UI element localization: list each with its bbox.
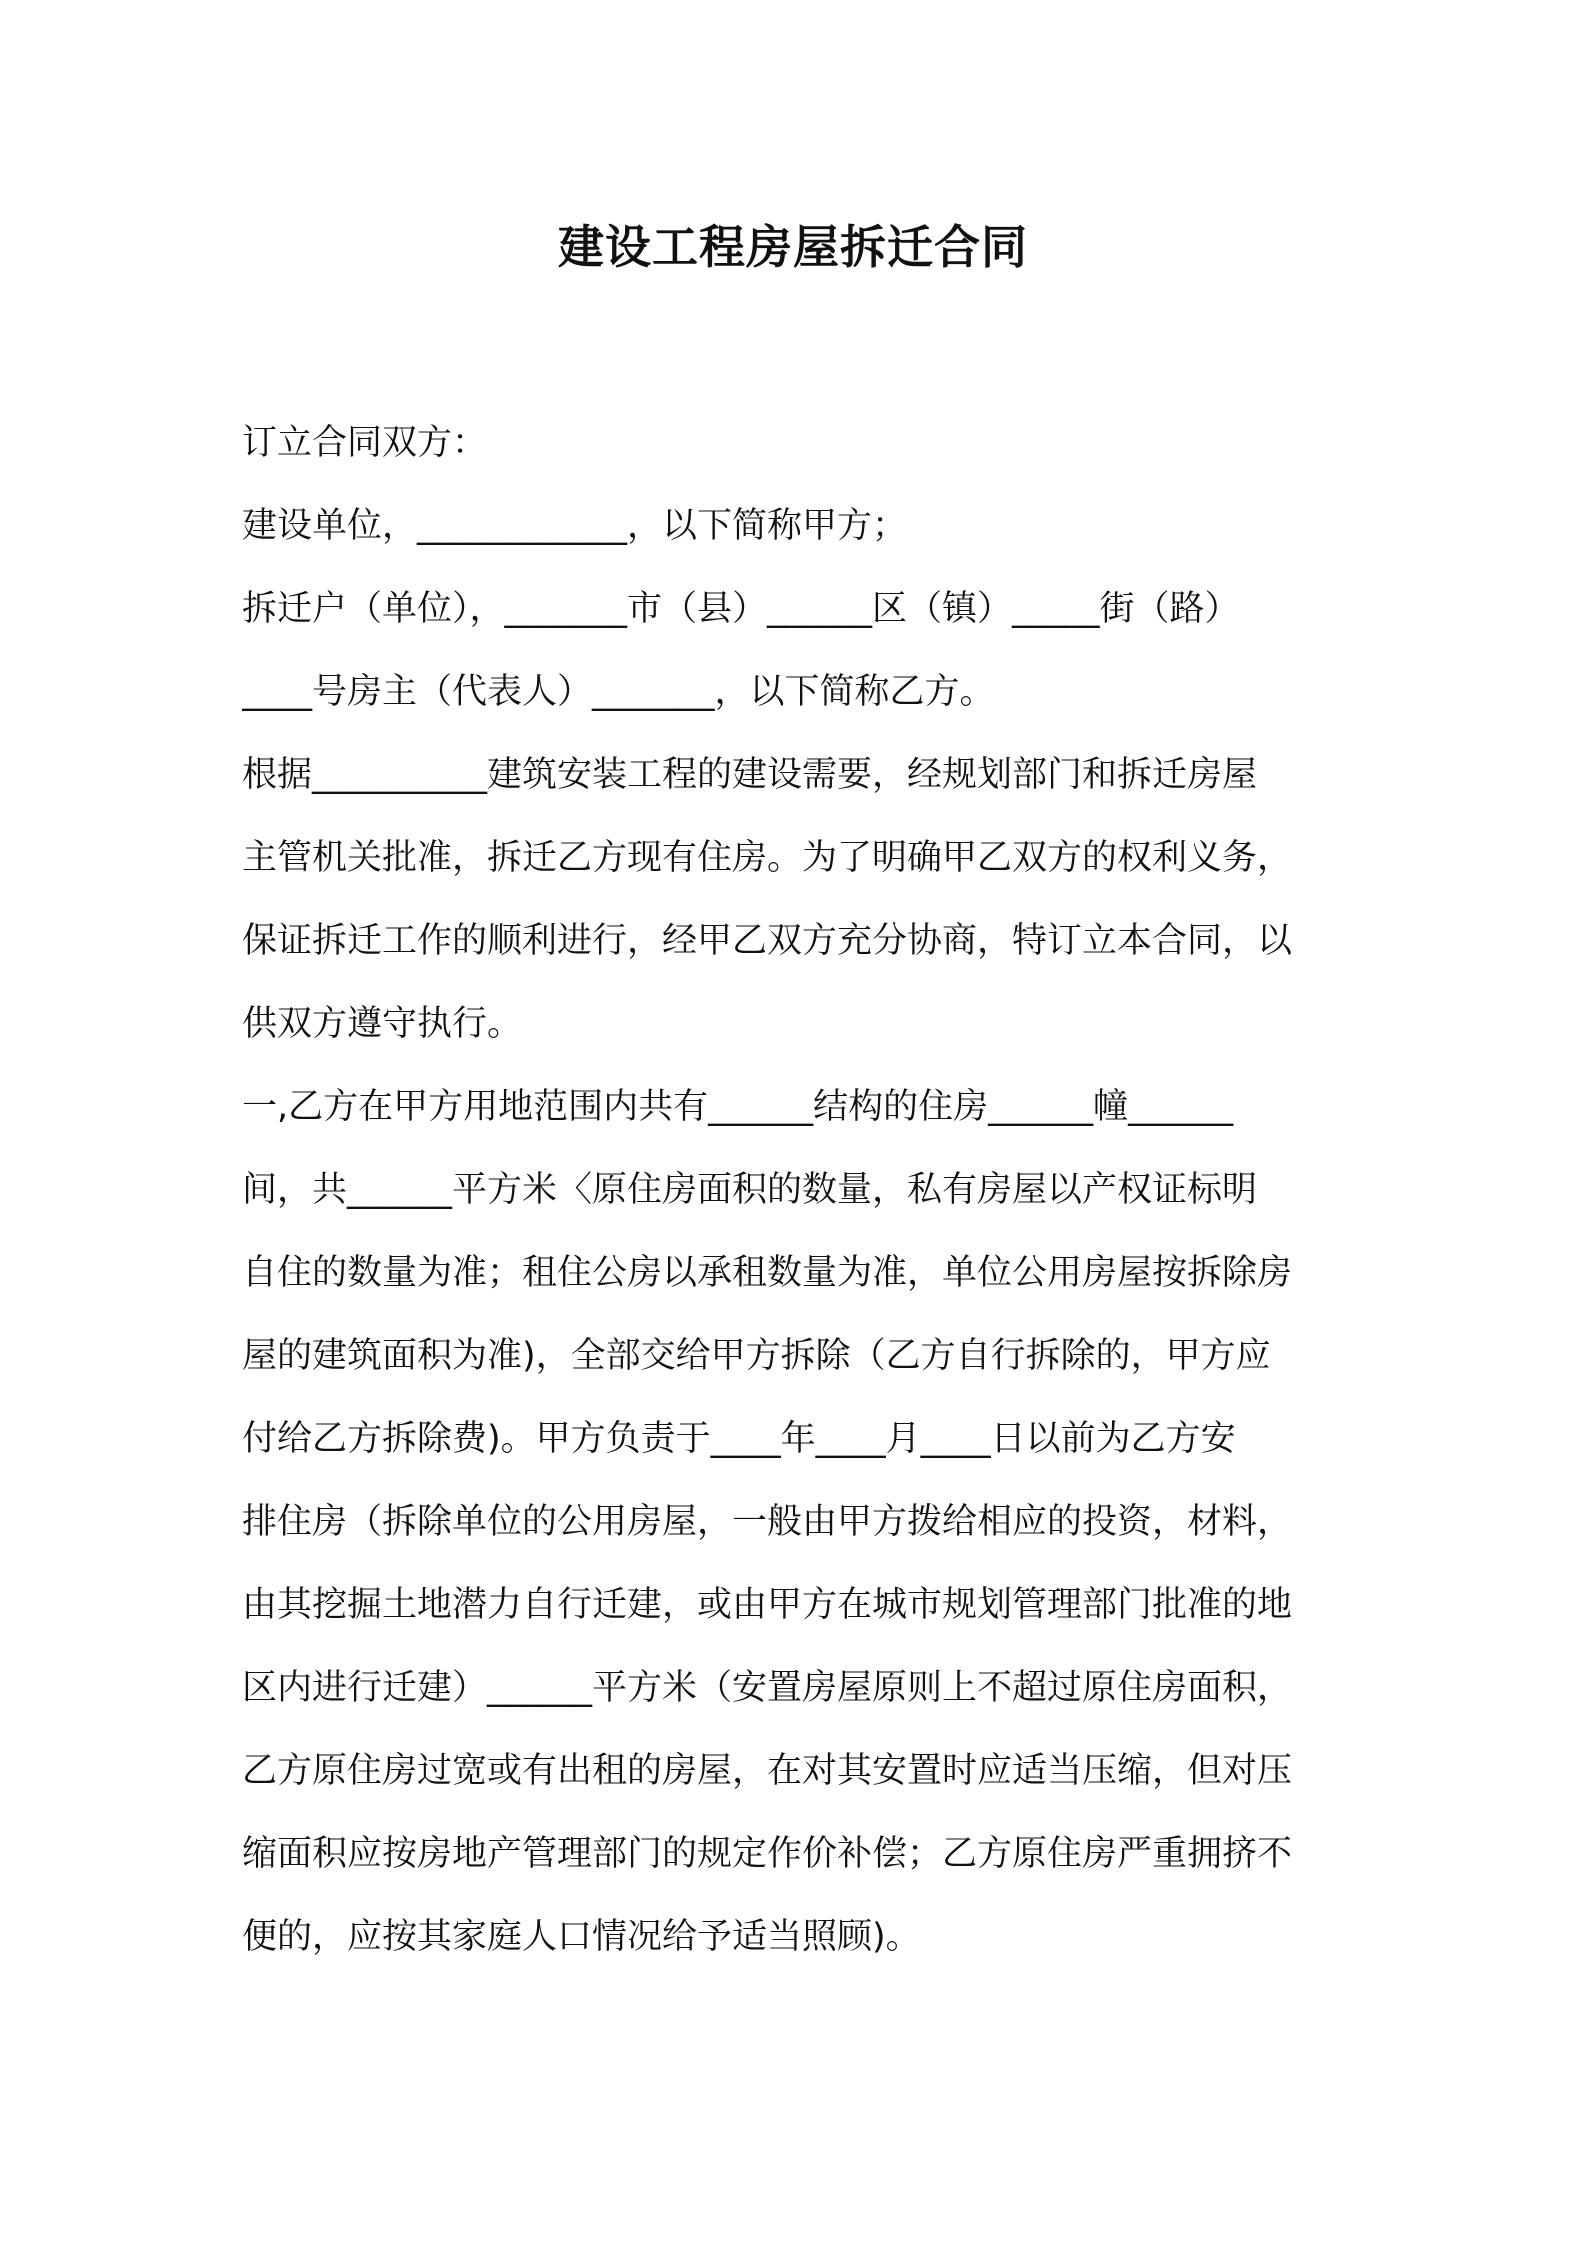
text-line-parties-heading: 订立合同双方： [242, 423, 488, 463]
text-line-party-a: 建设单位，____________，以下简称甲方； [242, 506, 908, 546]
text-line-clause-1-9: 乙方原住房过宽或有出租的房屋，在对其安置时应适当压缩，但对压 [242, 1751, 1293, 1791]
text-line-clause-1-10: 缩面积应按房地产管理部门的规定作价补偿；乙方原住房严重拥挤不 [242, 1834, 1293, 1874]
text-line-preamble-2: 主管机关批准，拆迁乙方现有住房。为了明确甲乙双方的权利义务， [242, 838, 1293, 878]
text-line-clause-1-4: 屋的建筑面积为准)，全部交给甲方拆除（乙方自行拆除的，甲方应 [242, 1336, 1271, 1376]
text-line-clause-1-5: 付给乙方拆除费)。甲方负责于____年____月____日以前为乙方安 [242, 1419, 1236, 1459]
text-line-clause-1-3: 自住的数量为准；租住公房以承租数量为准，单位公用房屋按拆除房 [242, 1253, 1293, 1293]
text-line-clause-1-6: 排住房（拆除单位的公用房屋，一般由甲方拨给相应的投资，材料， [242, 1502, 1293, 1542]
text-line-clause-1-11: 便的，应按其家庭人口情况给予适当照顾)。 [242, 1917, 921, 1957]
document-title: 建设工程房屋拆迁合同 [558, 220, 1028, 274]
text-line-preamble-1: 根据__________建筑安装工程的建设需要，经规划部门和拆迁房屋 [242, 755, 1258, 795]
text-line-party-b-owner: ____号房主（代表人）_______，以下简称乙方。 [242, 672, 995, 712]
contract-body [242, 402, 1362, 1979]
text-line-preamble-4: 供双方遵守执行。 [242, 1004, 523, 1044]
text-line-party-b-address: 拆迁户（单位），_______市（县）______区（镇）_____街（路） [242, 589, 1240, 629]
text-line-clause-1-2: 间，共______平方米〈原住房面积的数量，私有房屋以产权证标明 [242, 1170, 1258, 1210]
text-line-preamble-3: 保证拆迁工作的顺利进行，经甲乙双方充分协商，特订立本合同，以 [242, 921, 1293, 961]
text-line-clause-1-8: 区内进行迁建）______平方米（安置房屋原则上不超过原住房面积， [242, 1668, 1293, 1708]
text-line-clause-1-7: 由其挖掘土地潜力自行迁建，或由甲方在城市规划管理部门批准的地 [242, 1585, 1293, 1625]
text-line-clause-1-1: 一,乙方在甲方用地范围内共有______结构的住房______幢______ [242, 1087, 1234, 1127]
